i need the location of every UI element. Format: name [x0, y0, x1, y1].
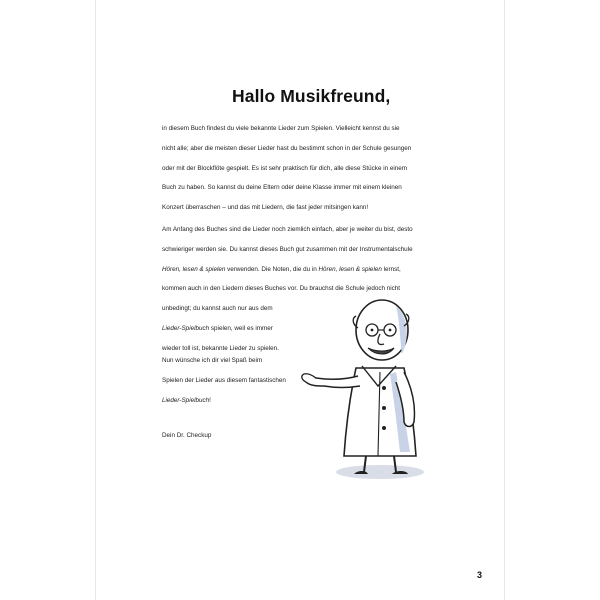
text-line: Konzert überraschen – und das mit Liedern, die fast jeder mitsingen kann! — [162, 204, 369, 212]
text-line: schwieriger werden sie. Du kannst dieses Buch gut zusammen mit der Instrumentalschule — [162, 245, 413, 253]
text-fragment: lernst, — [381, 265, 401, 273]
paragraph-intro — [162, 119, 462, 218]
book-title-italic: Lieder-Spielbuch — [162, 324, 210, 332]
text-fragment: ! — [209, 396, 211, 404]
text-line: in diesem Buch findest du viele bekannte Lieder zum Spielen. Vielleicht kennst du sie — [162, 125, 400, 132]
book-title-italic: Lieder-Spielbuch — [162, 396, 210, 404]
text-line: Spielen der Lieder aus diesem fantastischen — [162, 376, 286, 384]
page-number: 3 — [477, 570, 483, 580]
text-line: wieder toll ist, bekannte Lieder zu spielen. — [162, 344, 279, 352]
book-title-italic: Hören, lesen & spielen — [162, 265, 226, 273]
text-line: Nun wünsche ich dir viel Spaß beim — [162, 357, 263, 364]
page-title: Hallo Musikfreund, — [232, 86, 391, 106]
text-fragment: spielen, weil es immer — [209, 324, 273, 332]
text-line: nicht alle; aber die meisten dieser Lieder hast du bestimmt schon in der Schule gesungen — [162, 144, 412, 152]
text-line: unbedingt; du kannst auch nur aus dem — [162, 305, 273, 313]
text-line: Am Anfang des Buches sind die Lieder noch ziemlich einfach, aber je weiter du bist, desto — [162, 226, 413, 233]
text-line: oder mit der Blockflöte gespielt. Es ist sehr praktisch für dich, alle diese Stücke in einem — [162, 164, 407, 172]
doctor-cartoon-icon — [300, 276, 450, 486]
text-line: Buch zu haben. So kannst du deine Eltern oder deine Klasse immer mit einem kleinen — [162, 184, 402, 192]
book-title-italic: Hören, lesen & spielen — [318, 265, 382, 273]
text-fragment: verwenden. Die Noten, die du in — [225, 265, 319, 273]
text-line: kommen auch in den Liedern dieses Buches vor. Du brauchst die Schule jedoch nicht — [162, 285, 401, 293]
signature: Dein Dr. Checkup — [162, 432, 212, 439]
